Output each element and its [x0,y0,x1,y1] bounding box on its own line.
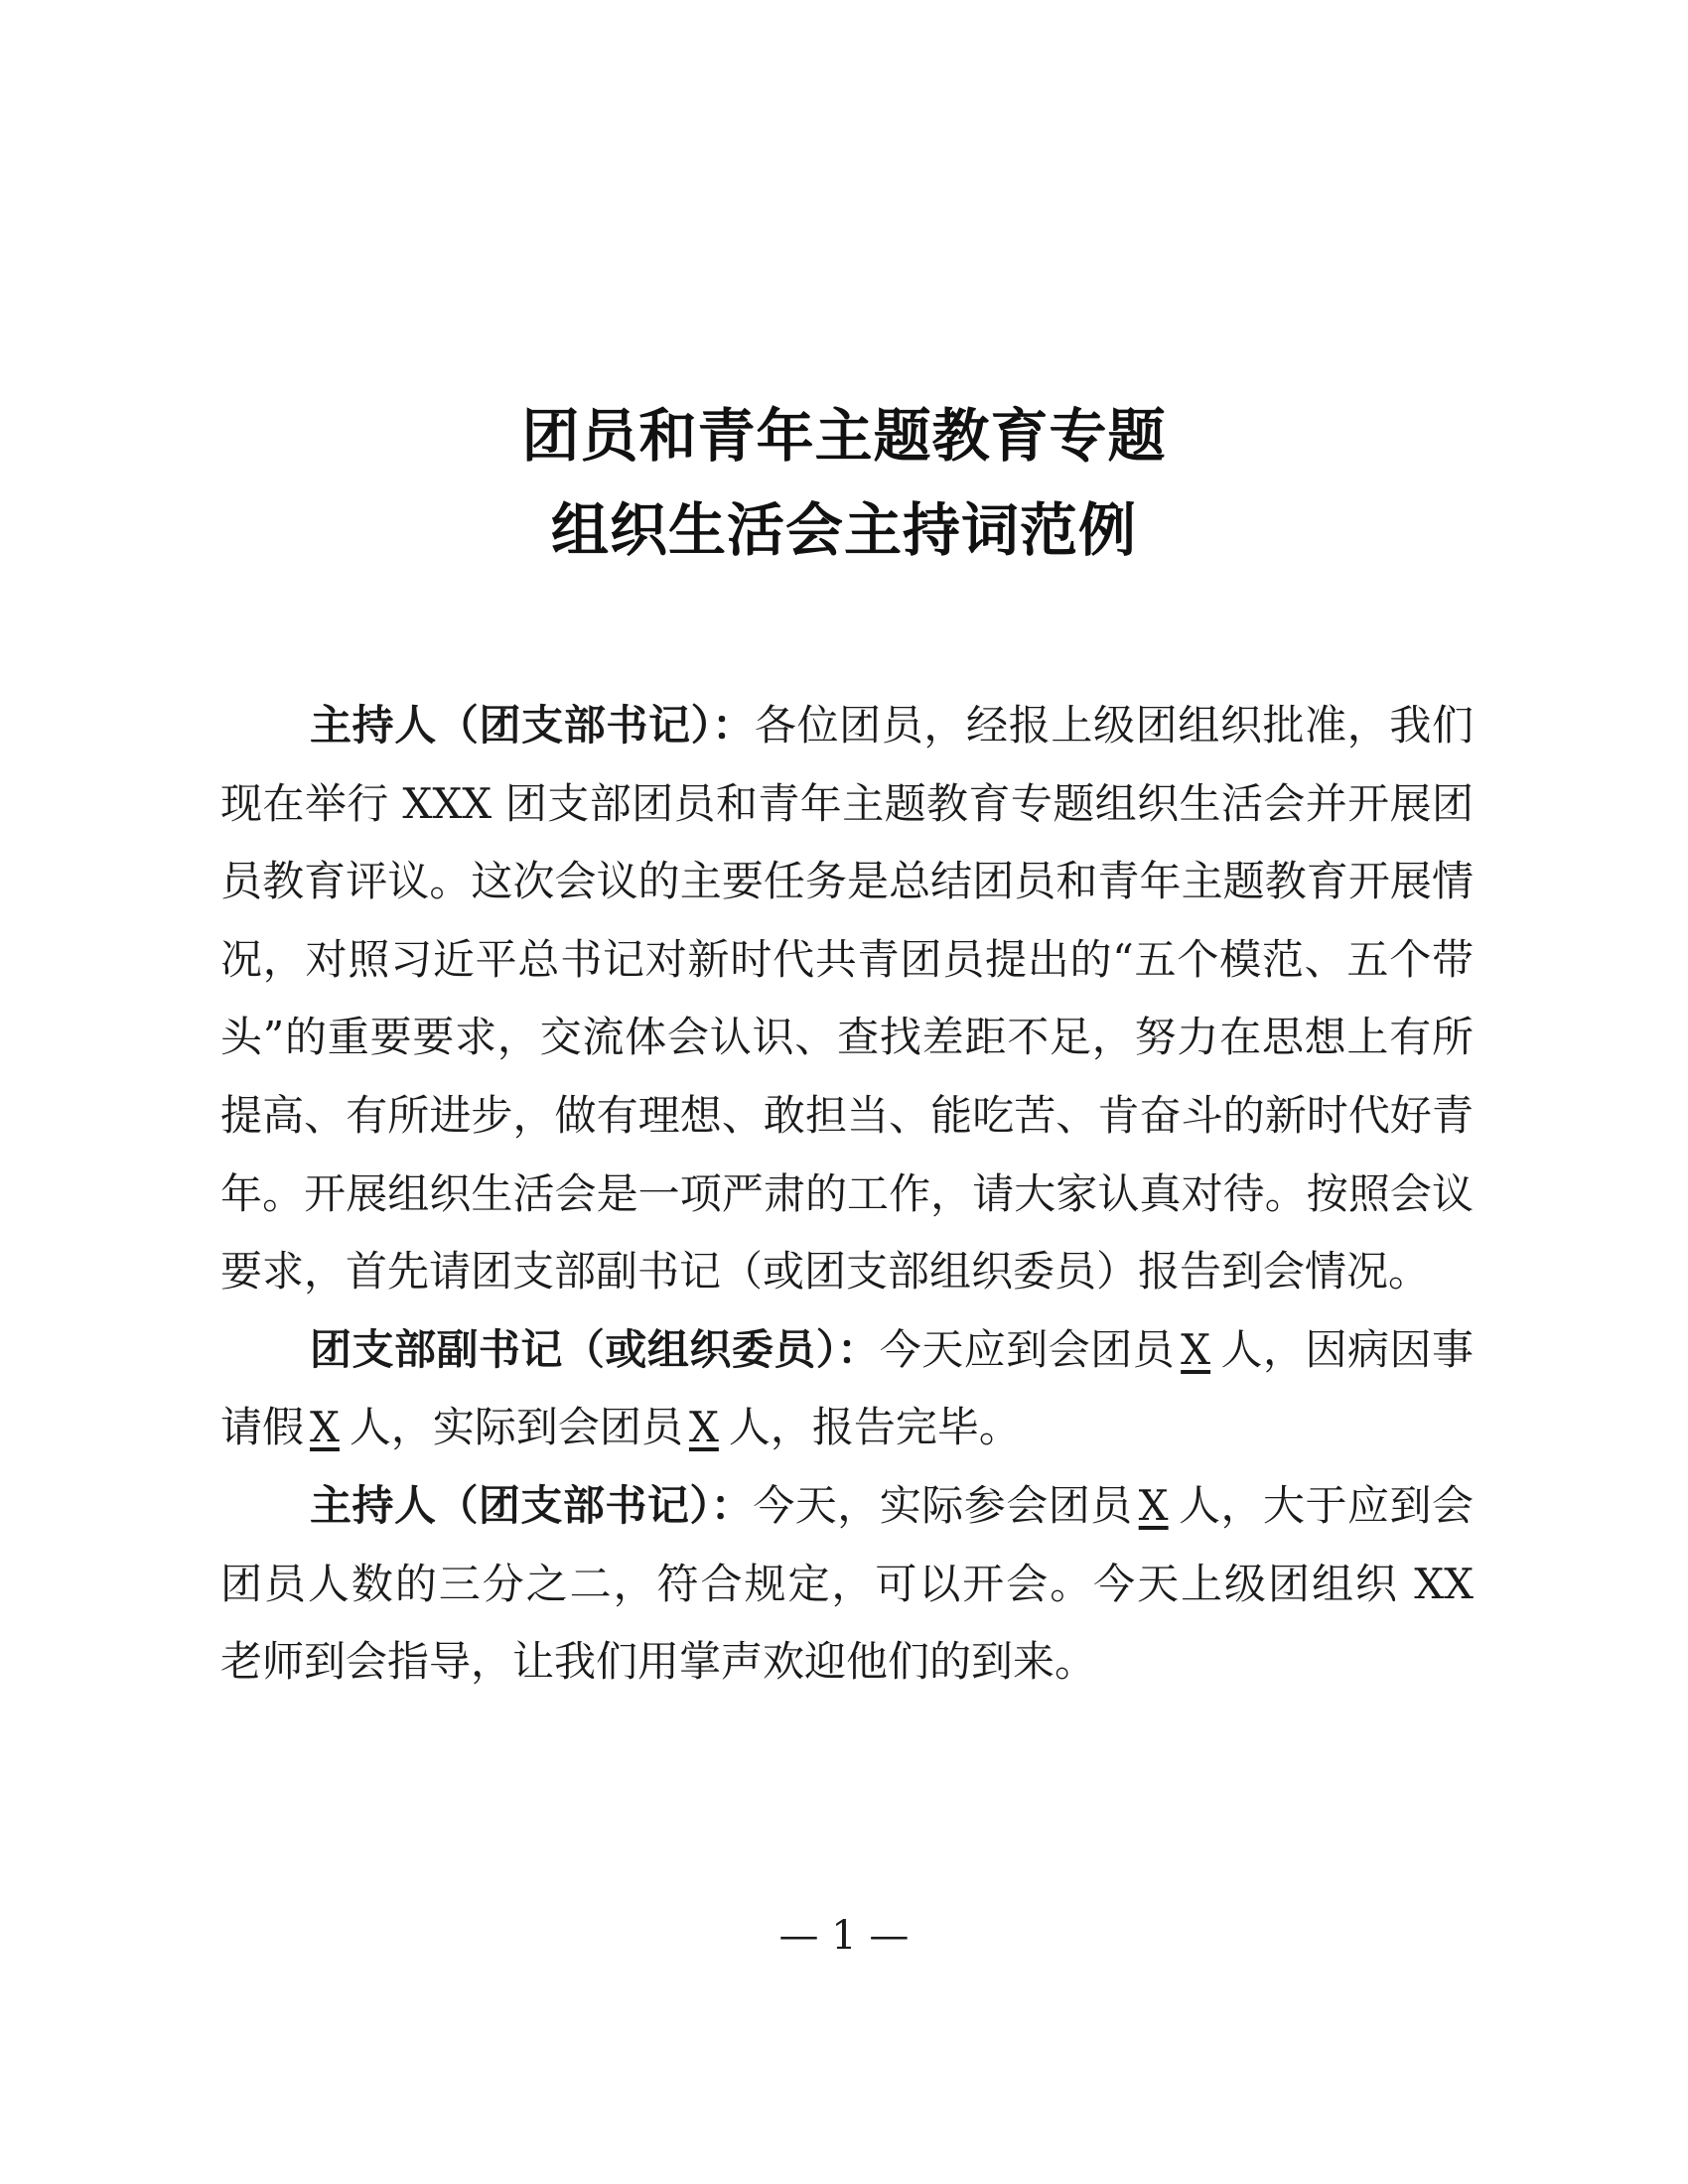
paragraph-text: 人，大于应到会团员人数的三分之二，符合规定，可以开会。今天上级团组织 XX 老师到会指导，让我们用掌声欢迎他们的到来。 [220,1480,1474,1687]
paragraph-attendance-report [220,1311,1474,1467]
paragraph-host-quorum [220,1467,1474,1702]
paragraph-host-opening [220,687,1474,1311]
paragraph-text: 各位团员，经报上级团组织批准，我们现在举行 XXX 团支部团员和青年主题教育专题组织生活会并开展团员教育评议。这次会议的主要任务是总结团员和青年主题教育开展情况，对照习近平总书记对新时代共青团员提出的“五个模范、五个带头”的重要要求，交流体会认识、查找差距不足，努力在思想上有所提高、有所进步，做有理想、敢担当、能吃苦、肯奋斗的新时代好青年。开展组织生活会是一项严肃的工作，请大家认真对待。按照会议要求，首先请团支部副书记（或团支部组织委员）报告到会情况。 [220,701,1474,1297]
fill-in-blank: X [1181,1324,1211,1374]
speaker-label: 主持人（团支部书记） [310,1480,711,1530]
document-title-line-1: 团员和青年主题教育专题 [521,402,1167,470]
paragraph-text: 人，实际到会团员 [349,1403,683,1452]
speaker-label: 团支部副书记（或组织委员） [310,1324,838,1374]
document-title-line-2: 组织生活会主持词范例 [550,496,1137,564]
fill-in-blank: X [1138,1480,1169,1530]
page-number: — 1 — [778,1913,910,1959]
paragraph-text: 今天，实际参会团员 [753,1480,1133,1530]
paragraph-text: 人，因病因事请假 [220,1324,1474,1452]
document-body [220,687,1474,1702]
speaker-label: 主持人（团支部书记） [310,701,713,750]
speaker-separator: ： [837,1324,880,1374]
speaker-separator: ： [712,701,755,750]
fill-in-blank: X [688,1403,719,1452]
fill-in-blank: X [310,1403,340,1452]
paragraph-text: 人，报告完毕。 [728,1403,1021,1452]
speaker-separator: ： [710,1480,754,1530]
paragraph-text: 今天应到会团员 [879,1324,1176,1374]
